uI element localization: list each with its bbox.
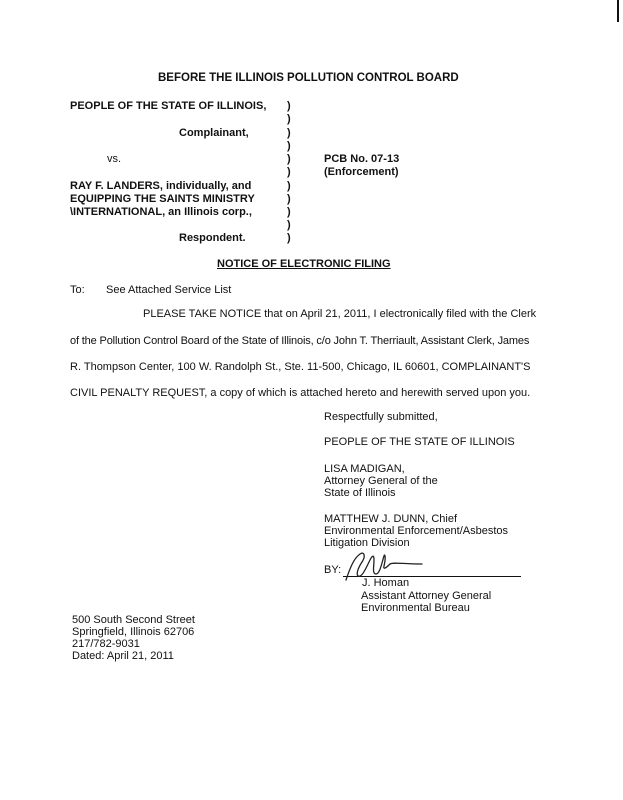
body-line-1: PLEASE TAKE NOTICE that on April 21, 2011, I electronically filed with the Clerk [143, 308, 537, 320]
caption-paren: ) [287, 113, 291, 125]
page-heading: BEFORE THE ILLINOIS POLLUTION CONTROL BOARD [158, 72, 459, 84]
by-label: BY: [324, 564, 342, 576]
address-city: Springfield, Illinois 62706 [72, 626, 195, 638]
caption-paren: ) [287, 127, 291, 139]
case-type: (Enforcement) [324, 166, 399, 178]
caption-paren: ) [287, 206, 291, 218]
caption-defendant-line2: EQUIPPING THE SAINTS MINISTRY [70, 193, 255, 205]
scan-edge-mark [617, 0, 619, 22]
caption-paren: ) [287, 180, 291, 192]
caption-defendant-line1: RAY F. LANDERS, individually, and [70, 180, 252, 192]
to-label: To: [70, 284, 85, 296]
signer-title-2: Environmental Bureau [361, 602, 470, 614]
chief-title-1: Environmental Enforcement/Asbestos [324, 525, 509, 537]
ag-title-1: Attorney General of the [324, 475, 438, 487]
caption-paren: ) [287, 232, 291, 244]
dated: Dated: April 21, 2011 [72, 650, 174, 662]
signer-title-1: Assistant Attorney General [361, 590, 492, 602]
chief-name: MATTHEW J. DUNN, Chief [324, 513, 458, 525]
caption-paren: ) [287, 153, 291, 165]
caption-defendant-role: Respondent. [179, 232, 246, 244]
caption-defendant-line3: \INTERNATIONAL, an Illinois corp., [70, 206, 252, 218]
party-name: PEOPLE OF THE STATE OF ILLINOIS [324, 436, 515, 448]
body-line-3: R. Thompson Center, 100 W. Randolph St., Ste. 11-500, Chicago, IL 60601, COMPLAINANT'S [70, 361, 531, 373]
ag-title-2: State of Illinois [324, 487, 396, 499]
address-street: 500 South Second Street [72, 614, 195, 626]
body-line-4: CIVIL PENALTY REQUEST, a copy of which is attached hereto and herewith served upon you. [70, 387, 531, 399]
closing: Respectfully submitted, [324, 411, 438, 423]
chief-title-2: Litigation Division [324, 537, 410, 549]
caption-paren: ) [287, 193, 291, 205]
notice-title: NOTICE OF ELECTRONIC FILING [217, 258, 391, 270]
caption-versus: vs. [107, 153, 122, 165]
caption-paren: ) [287, 166, 291, 178]
case-number: PCB No. 07-13 [324, 153, 400, 165]
caption-plaintiff: PEOPLE OF THE STATE OF ILLINOIS, [70, 100, 267, 112]
caption-paren: ) [287, 140, 291, 152]
address-phone: 217/782-9031 [72, 638, 140, 650]
caption-paren: ) [287, 219, 291, 231]
to-value: See Attached Service List [106, 284, 232, 296]
ag-name: LISA MADIGAN, [324, 463, 405, 475]
caption-paren: ) [287, 100, 291, 112]
caption-plaintiff-role: Complainant, [179, 127, 249, 139]
signer-name: J. Homan [362, 577, 410, 589]
body-line-2: of the Pollution Control Board of the State of Illinois, c/o John T. Therriault, Assistant Clerk, James [70, 335, 530, 347]
